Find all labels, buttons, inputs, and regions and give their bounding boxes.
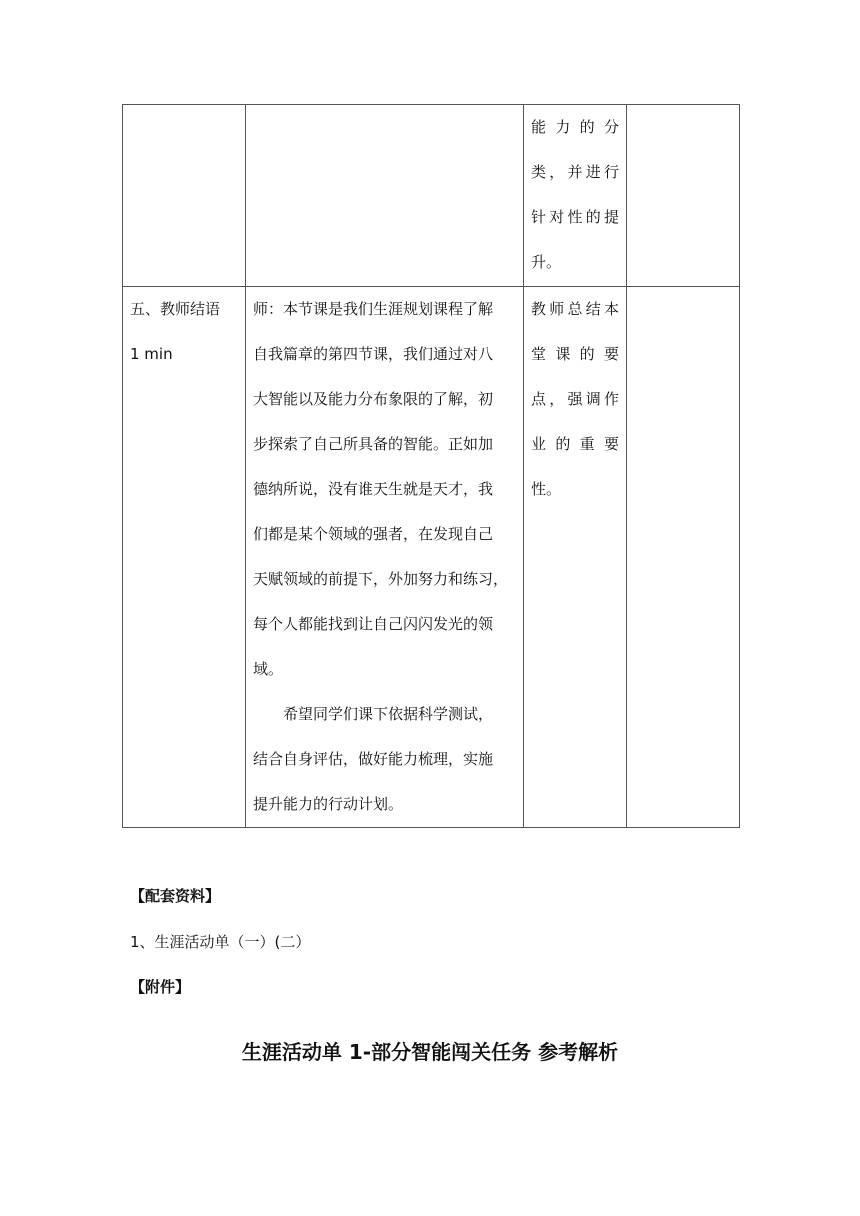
cell-line: 天赋领域的前提下，外加努力和练习， [253,570,509,588]
supporting-materials-item: 1、生涯活动单（一）(二） [130,933,311,951]
cell-line: 升。 [531,253,562,271]
cell-line: 大智能以及能力分布象限的了解，初 [253,390,494,408]
supporting-materials-heading: 【配套资料】 [130,887,221,905]
cell-line: 自我篇章的第四节课，我们通过对八 [253,345,494,363]
table-cell-content [246,105,524,287]
cell-line: 类，并进行 [531,163,619,181]
cell-line: 师：本节课是我们生涯规划课程了解 [253,300,494,318]
page-title: 生涯活动单 1-部分智能闯关任务 参考解析 [241,1040,619,1064]
step-title: 五、教师结语 [130,300,221,318]
cell-line: 希望同学们课下依据科学测试， [283,705,494,723]
cell-line: 能 力 的 分 [531,118,619,136]
cell-line: 每个人都能找到让自己闪闪发光的领 [253,615,494,633]
cell-line: 教师总结本 [531,300,619,318]
table-row [123,105,740,287]
cell-line: 德纳所说，没有谁天生就是天才，我 [253,480,494,498]
table-cell-intent [524,105,627,287]
table-cell-notes [627,287,740,828]
step-duration: 1 min [130,345,173,363]
cell-line: 业 的 重 要 [531,435,619,453]
table-cell-step [123,105,246,287]
cell-line: 点，强调作 [531,390,619,408]
table-cell-step [123,287,246,828]
cell-line: 结合自身评估，做好能力梳理，实施 [253,750,494,768]
table-cell-notes [627,105,740,287]
table-row [123,287,740,828]
attachment-heading: 【附件】 [130,978,191,996]
cell-line: 性。 [531,480,562,498]
lesson-table [122,104,740,828]
cell-line: 步探索了自己所具备的智能。正如加 [253,435,494,453]
cell-line: 针对性的提 [531,208,619,226]
cell-line: 提升能力的行动计划。 [253,795,404,813]
cell-line: 域。 [253,660,284,678]
cell-line: 堂 课 的 要 [531,345,619,363]
table-cell-content [246,287,524,828]
cell-line: 们都是某个领域的强者，在发现自己 [253,525,494,543]
table-cell-intent [524,287,627,828]
